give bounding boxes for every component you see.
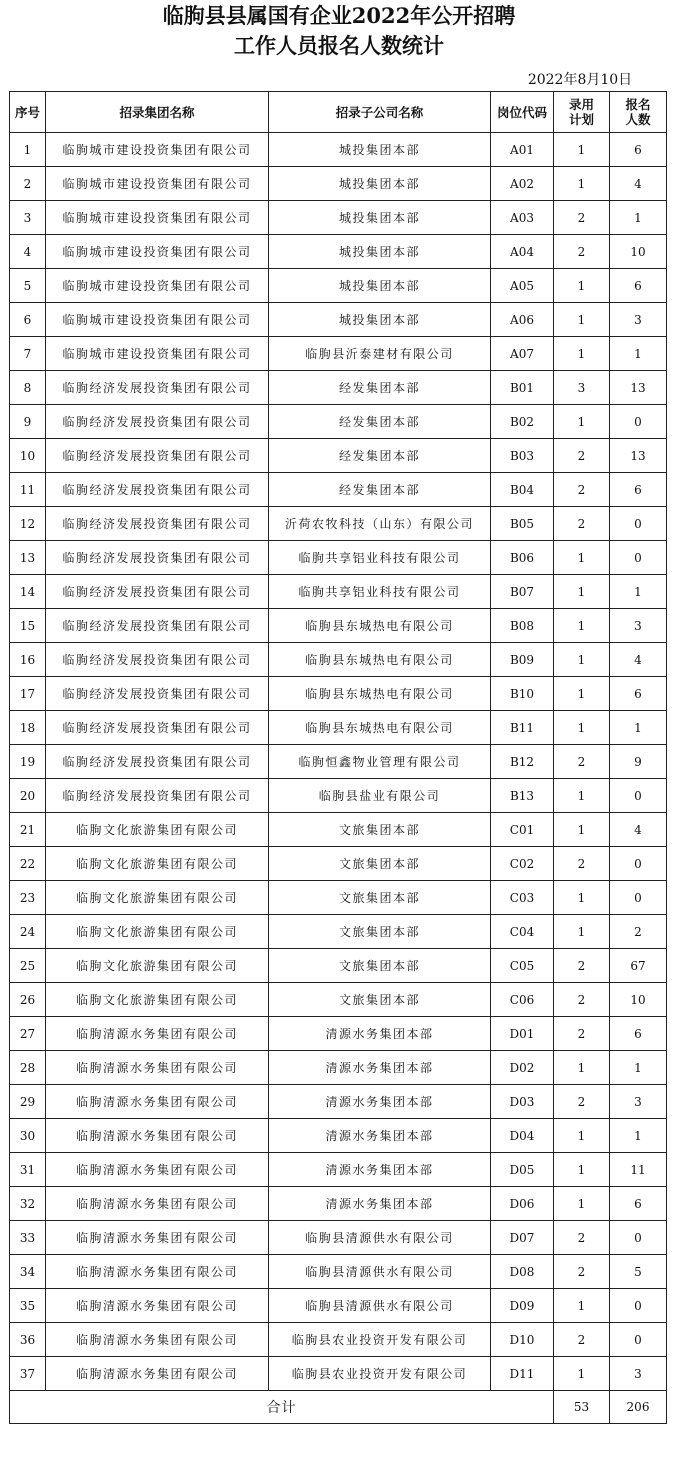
- cell-code: D03: [491, 1085, 554, 1119]
- table-row: [10, 473, 667, 507]
- cell-seq: 22: [10, 847, 46, 881]
- cell-plan: 1: [554, 779, 610, 813]
- cell-sub: 经发集团本部: [269, 473, 491, 507]
- cell-group: 临朐城市建设投资集团有限公司: [46, 167, 269, 201]
- table-row: [10, 1187, 667, 1221]
- header-code: 岗位代码: [491, 92, 554, 133]
- cell-group: 临朐经济发展投资集团有限公司: [46, 541, 269, 575]
- cell-apply: 6: [610, 133, 667, 167]
- cell-seq: 26: [10, 983, 46, 1017]
- cell-seq: 30: [10, 1119, 46, 1153]
- cell-code: B11: [491, 711, 554, 745]
- cell-group: 临朐清源水务集团有限公司: [46, 1323, 269, 1357]
- table-row: [10, 269, 667, 303]
- table-row: [10, 1153, 667, 1187]
- cell-plan: 1: [554, 1119, 610, 1153]
- cell-group: 临朐文化旅游集团有限公司: [46, 881, 269, 915]
- cell-apply: 4: [610, 167, 667, 201]
- cell-sub: 沂荷农牧科技（山东）有限公司: [269, 507, 491, 541]
- cell-seq: 23: [10, 881, 46, 915]
- cell-apply: 2: [610, 915, 667, 949]
- cell-apply: 1: [610, 575, 667, 609]
- cell-code: A07: [491, 337, 554, 371]
- table-row: [10, 133, 667, 167]
- cell-plan: 1: [554, 1051, 610, 1085]
- cell-code: D08: [491, 1255, 554, 1289]
- table-row: [10, 337, 667, 371]
- cell-sub: 临朐县盐业有限公司: [269, 779, 491, 813]
- cell-group: 临朐城市建设投资集团有限公司: [46, 337, 269, 371]
- cell-apply: 3: [610, 1357, 667, 1391]
- cell-sub: 临朐共享铝业科技有限公司: [269, 575, 491, 609]
- cell-group: 临朐城市建设投资集团有限公司: [46, 303, 269, 337]
- cell-sub: 清源水务集团本部: [269, 1119, 491, 1153]
- cell-code: D02: [491, 1051, 554, 1085]
- cell-group: 临朐文化旅游集团有限公司: [46, 949, 269, 983]
- cell-plan: 2: [554, 235, 610, 269]
- cell-group: 临朐经济发展投资集团有限公司: [46, 439, 269, 473]
- table-row: [10, 575, 667, 609]
- table-header-row: [10, 92, 667, 133]
- cell-apply: 4: [610, 643, 667, 677]
- cell-code: A06: [491, 303, 554, 337]
- table-row: [10, 1051, 667, 1085]
- cell-seq: 6: [10, 303, 46, 337]
- cell-apply: 0: [610, 1289, 667, 1323]
- cell-code: C01: [491, 813, 554, 847]
- cell-apply: 0: [610, 507, 667, 541]
- report-date: 2022年8月10日: [527, 72, 633, 88]
- cell-sub: 文旅集团本部: [269, 915, 491, 949]
- cell-sub: 清源水务集团本部: [269, 1187, 491, 1221]
- cell-seq: 17: [10, 677, 46, 711]
- cell-plan: 2: [554, 1221, 610, 1255]
- table-row: [10, 847, 667, 881]
- cell-seq: 25: [10, 949, 46, 983]
- cell-plan: 1: [554, 881, 610, 915]
- cell-sub: 清源水务集团本部: [269, 1085, 491, 1119]
- cell-code: B06: [491, 541, 554, 575]
- table-row: [10, 677, 667, 711]
- cell-sub: 文旅集团本部: [269, 881, 491, 915]
- cell-plan: 1: [554, 575, 610, 609]
- cell-sub: 临朐县清源供水有限公司: [269, 1289, 491, 1323]
- cell-sub: 临朐县东城热电有限公司: [269, 711, 491, 745]
- cell-group: 临朐清源水务集团有限公司: [46, 1051, 269, 1085]
- cell-group: 临朐清源水务集团有限公司: [46, 1153, 269, 1187]
- cell-apply: 1: [610, 1119, 667, 1153]
- cell-sub: 文旅集团本部: [269, 847, 491, 881]
- cell-plan: 1: [554, 813, 610, 847]
- cell-seq: 3: [10, 201, 46, 235]
- total-row: [10, 1391, 667, 1424]
- table-row: [10, 609, 667, 643]
- cell-plan: 2: [554, 1017, 610, 1051]
- cell-apply: 3: [610, 303, 667, 337]
- cell-group: 临朐清源水务集团有限公司: [46, 1221, 269, 1255]
- cell-seq: 8: [10, 371, 46, 405]
- cell-apply: 10: [610, 983, 667, 1017]
- total-label: 合计: [10, 1391, 554, 1424]
- cell-group: 临朐城市建设投资集团有限公司: [46, 235, 269, 269]
- header-group: 招录集团名称: [46, 92, 269, 133]
- cell-sub: 经发集团本部: [269, 405, 491, 439]
- cell-code: D07: [491, 1221, 554, 1255]
- cell-sub: 临朐恒鑫物业管理有限公司: [269, 745, 491, 779]
- cell-apply: 9: [610, 745, 667, 779]
- cell-plan: 2: [554, 1323, 610, 1357]
- cell-apply: 5: [610, 1255, 667, 1289]
- cell-code: B01: [491, 371, 554, 405]
- cell-group: 临朐经济发展投资集团有限公司: [46, 711, 269, 745]
- cell-sub: 临朐县清源供水有限公司: [269, 1255, 491, 1289]
- table-row: [10, 1289, 667, 1323]
- cell-code: A04: [491, 235, 554, 269]
- cell-apply: 1: [610, 1051, 667, 1085]
- cell-sub: 文旅集团本部: [269, 983, 491, 1017]
- cell-seq: 29: [10, 1085, 46, 1119]
- cell-plan: 1: [554, 609, 610, 643]
- table-row: [10, 711, 667, 745]
- cell-group: 临朐经济发展投资集团有限公司: [46, 405, 269, 439]
- cell-apply: 0: [610, 1323, 667, 1357]
- table-row: [10, 1255, 667, 1289]
- cell-code: C03: [491, 881, 554, 915]
- cell-sub: 临朐县农业投资开发有限公司: [269, 1357, 491, 1391]
- cell-plan: 1: [554, 643, 610, 677]
- cell-code: B10: [491, 677, 554, 711]
- table-row: [10, 1323, 667, 1357]
- cell-plan: 2: [554, 507, 610, 541]
- cell-group: 临朐清源水务集团有限公司: [46, 1085, 269, 1119]
- cell-code: C05: [491, 949, 554, 983]
- table-row: [10, 881, 667, 915]
- cell-code: D06: [491, 1187, 554, 1221]
- cell-sub: 临朐共享铝业科技有限公司: [269, 541, 491, 575]
- cell-sub: 清源水务集团本部: [269, 1051, 491, 1085]
- cell-plan: 2: [554, 201, 610, 235]
- cell-plan: 2: [554, 439, 610, 473]
- header-plan: [554, 92, 610, 133]
- cell-code: D09: [491, 1289, 554, 1323]
- cell-plan: 1: [554, 167, 610, 201]
- cell-sub: 临朐县东城热电有限公司: [269, 677, 491, 711]
- cell-code: B03: [491, 439, 554, 473]
- cell-sub: 文旅集团本部: [269, 949, 491, 983]
- cell-apply: 1: [610, 711, 667, 745]
- table-row: [10, 949, 667, 983]
- cell-plan: 1: [554, 405, 610, 439]
- cell-plan: 1: [554, 915, 610, 949]
- cell-seq: 13: [10, 541, 46, 575]
- cell-code: B07: [491, 575, 554, 609]
- cell-code: C02: [491, 847, 554, 881]
- cell-group: 临朐经济发展投资集团有限公司: [46, 609, 269, 643]
- cell-group: 临朐清源水务集团有限公司: [46, 1187, 269, 1221]
- cell-seq: 14: [10, 575, 46, 609]
- header-seq: 序号: [10, 92, 46, 133]
- cell-code: B13: [491, 779, 554, 813]
- cell-apply: 0: [610, 779, 667, 813]
- cell-code: D04: [491, 1119, 554, 1153]
- cell-apply: 1: [610, 337, 667, 371]
- cell-sub: 城投集团本部: [269, 235, 491, 269]
- cell-plan: 2: [554, 847, 610, 881]
- cell-seq: 28: [10, 1051, 46, 1085]
- page-title-line2: 工作人员报名人数统计: [234, 33, 444, 58]
- cell-sub: 城投集团本部: [269, 201, 491, 235]
- cell-group: 临朐经济发展投资集团有限公司: [46, 371, 269, 405]
- cell-plan: 1: [554, 677, 610, 711]
- cell-seq: 18: [10, 711, 46, 745]
- cell-seq: 34: [10, 1255, 46, 1289]
- cell-code: A03: [491, 201, 554, 235]
- cell-plan: 1: [554, 541, 610, 575]
- cell-group: 临朐城市建设投资集团有限公司: [46, 133, 269, 167]
- cell-sub: 城投集团本部: [269, 269, 491, 303]
- table-row: [10, 1085, 667, 1119]
- table-row: [10, 643, 667, 677]
- cell-group: 临朐经济发展投资集团有限公司: [46, 745, 269, 779]
- cell-apply: 11: [610, 1153, 667, 1187]
- cell-plan: 2: [554, 949, 610, 983]
- cell-seq: 16: [10, 643, 46, 677]
- cell-sub: 临朐县东城热电有限公司: [269, 643, 491, 677]
- recruitment-table: [9, 91, 667, 1424]
- cell-seq: 1: [10, 133, 46, 167]
- table-row: [10, 1119, 667, 1153]
- cell-code: C04: [491, 915, 554, 949]
- cell-code: D01: [491, 1017, 554, 1051]
- cell-code: B08: [491, 609, 554, 643]
- cell-group: 临朐经济发展投资集团有限公司: [46, 473, 269, 507]
- cell-code: B05: [491, 507, 554, 541]
- cell-seq: 4: [10, 235, 46, 269]
- table-row: [10, 745, 667, 779]
- cell-group: 临朐经济发展投资集团有限公司: [46, 575, 269, 609]
- header-apply: [610, 92, 667, 133]
- cell-plan: 1: [554, 1289, 610, 1323]
- cell-apply: 1: [610, 201, 667, 235]
- cell-group: 临朐清源水务集团有限公司: [46, 1357, 269, 1391]
- cell-apply: 6: [610, 1187, 667, 1221]
- table-row: [10, 371, 667, 405]
- cell-sub: 经发集团本部: [269, 371, 491, 405]
- cell-seq: 11: [10, 473, 46, 507]
- cell-sub: 经发集团本部: [269, 439, 491, 473]
- cell-seq: 37: [10, 1357, 46, 1391]
- cell-seq: 15: [10, 609, 46, 643]
- cell-seq: 35: [10, 1289, 46, 1323]
- cell-sub: 临朐县东城热电有限公司: [269, 609, 491, 643]
- cell-plan: 2: [554, 983, 610, 1017]
- cell-seq: 12: [10, 507, 46, 541]
- cell-apply: 0: [610, 881, 667, 915]
- cell-seq: 21: [10, 813, 46, 847]
- cell-apply: 6: [610, 677, 667, 711]
- table-row: [10, 779, 667, 813]
- table-row: [10, 303, 667, 337]
- cell-plan: 1: [554, 711, 610, 745]
- cell-seq: 36: [10, 1323, 46, 1357]
- total-plan: 53: [554, 1391, 610, 1424]
- header-plan-text: 录用计划: [568, 97, 594, 127]
- cell-plan: 2: [554, 473, 610, 507]
- cell-plan: 3: [554, 371, 610, 405]
- cell-plan: 2: [554, 1085, 610, 1119]
- cell-sub: 临朐县沂泰建材有限公司: [269, 337, 491, 371]
- cell-apply: 6: [610, 1017, 667, 1051]
- cell-apply: 0: [610, 847, 667, 881]
- cell-sub: 清源水务集团本部: [269, 1153, 491, 1187]
- cell-group: 临朐清源水务集团有限公司: [46, 1289, 269, 1323]
- table-row: [10, 507, 667, 541]
- cell-seq: 7: [10, 337, 46, 371]
- table-row: [10, 541, 667, 575]
- cell-plan: 1: [554, 269, 610, 303]
- cell-code: A02: [491, 167, 554, 201]
- cell-group: 临朐经济发展投资集团有限公司: [46, 677, 269, 711]
- cell-plan: 2: [554, 1255, 610, 1289]
- cell-group: 临朐经济发展投资集团有限公司: [46, 643, 269, 677]
- cell-group: 临朐经济发展投资集团有限公司: [46, 507, 269, 541]
- total-apply: 206: [610, 1391, 667, 1424]
- cell-code: D11: [491, 1357, 554, 1391]
- cell-code: B09: [491, 643, 554, 677]
- cell-code: D10: [491, 1323, 554, 1357]
- cell-seq: 9: [10, 405, 46, 439]
- cell-group: 临朐文化旅游集团有限公司: [46, 915, 269, 949]
- cell-apply: 67: [610, 949, 667, 983]
- cell-seq: 19: [10, 745, 46, 779]
- table-row: [10, 405, 667, 439]
- cell-plan: 2: [554, 745, 610, 779]
- cell-group: 临朐文化旅游集团有限公司: [46, 983, 269, 1017]
- table-row: [10, 983, 667, 1017]
- cell-plan: 1: [554, 303, 610, 337]
- cell-plan: 1: [554, 1357, 610, 1391]
- cell-apply: 4: [610, 813, 667, 847]
- cell-seq: 33: [10, 1221, 46, 1255]
- cell-seq: 24: [10, 915, 46, 949]
- table-row: [10, 439, 667, 473]
- cell-sub: 临朐县农业投资开发有限公司: [269, 1323, 491, 1357]
- header-sub: 招录子公司名称: [269, 92, 491, 133]
- cell-sub: 清源水务集团本部: [269, 1017, 491, 1051]
- cell-group: 临朐城市建设投资集团有限公司: [46, 269, 269, 303]
- cell-apply: 13: [610, 439, 667, 473]
- table-row: [10, 1357, 667, 1391]
- cell-sub: 城投集团本部: [269, 133, 491, 167]
- cell-code: B12: [491, 745, 554, 779]
- cell-apply: 0: [610, 1221, 667, 1255]
- cell-apply: 0: [610, 405, 667, 439]
- cell-apply: 0: [610, 541, 667, 575]
- cell-sub: 文旅集团本部: [269, 813, 491, 847]
- header-apply-text: 报名人数: [625, 97, 651, 127]
- table-row: [10, 167, 667, 201]
- cell-apply: 3: [610, 1085, 667, 1119]
- cell-group: 临朐文化旅游集团有限公司: [46, 813, 269, 847]
- table-row: [10, 813, 667, 847]
- cell-code: A05: [491, 269, 554, 303]
- cell-group: 临朐清源水务集团有限公司: [46, 1017, 269, 1051]
- cell-plan: 1: [554, 1187, 610, 1221]
- cell-seq: 31: [10, 1153, 46, 1187]
- cell-code: C06: [491, 983, 554, 1017]
- cell-seq: 10: [10, 439, 46, 473]
- cell-apply: 13: [610, 371, 667, 405]
- cell-group: 临朐经济发展投资集团有限公司: [46, 779, 269, 813]
- cell-apply: 3: [610, 609, 667, 643]
- cell-seq: 2: [10, 167, 46, 201]
- cell-sub: 城投集团本部: [269, 303, 491, 337]
- cell-group: 临朐清源水务集团有限公司: [46, 1119, 269, 1153]
- page-title-line1: 临朐县县属国有企业2022年公开招聘: [162, 3, 516, 28]
- cell-seq: 5: [10, 269, 46, 303]
- table-row: [10, 201, 667, 235]
- cell-code: B02: [491, 405, 554, 439]
- cell-seq: 20: [10, 779, 46, 813]
- cell-apply: 6: [610, 269, 667, 303]
- cell-plan: 1: [554, 337, 610, 371]
- cell-seq: 27: [10, 1017, 46, 1051]
- table-row: [10, 915, 667, 949]
- cell-sub: 城投集团本部: [269, 167, 491, 201]
- cell-code: A01: [491, 133, 554, 167]
- cell-group: 临朐文化旅游集团有限公司: [46, 847, 269, 881]
- cell-seq: 32: [10, 1187, 46, 1221]
- cell-sub: 临朐县清源供水有限公司: [269, 1221, 491, 1255]
- table-row: [10, 1017, 667, 1051]
- table-row: [10, 235, 667, 269]
- cell-apply: 10: [610, 235, 667, 269]
- cell-group: 临朐城市建设投资集团有限公司: [46, 201, 269, 235]
- cell-code: B04: [491, 473, 554, 507]
- cell-group: 临朐清源水务集团有限公司: [46, 1255, 269, 1289]
- cell-code: D05: [491, 1153, 554, 1187]
- table-row: [10, 1221, 667, 1255]
- cell-plan: 1: [554, 133, 610, 167]
- cell-plan: 1: [554, 1153, 610, 1187]
- cell-apply: 6: [610, 473, 667, 507]
